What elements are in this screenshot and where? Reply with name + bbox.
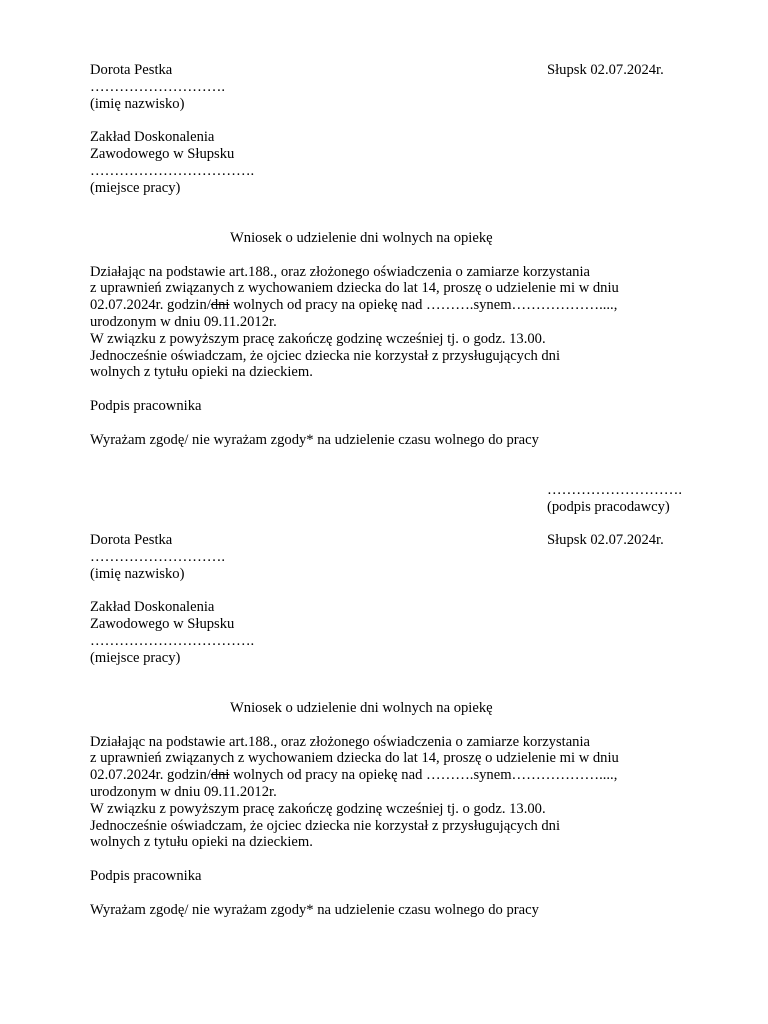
body-line: urodzonym w dniu 09.11.2012r. bbox=[90, 783, 277, 800]
struck-text: dni bbox=[210, 767, 230, 784]
body-text: 02.07.2024r. godzin/ bbox=[90, 297, 211, 314]
leave-request-form-1 bbox=[90, 62, 680, 516]
body-line: urodzonym w dniu 09.11.2012r. bbox=[90, 313, 277, 330]
body-line bbox=[90, 297, 680, 314]
workplace-caption: (miejsce pracy) bbox=[90, 179, 181, 196]
body-line: z uprawnień związanych z wychowaniem dziecka do lat 14, proszę o udzielenie mi w dniu bbox=[90, 750, 619, 767]
body-text: wolnych od pracy na opiekę nad ……….synem………………...., bbox=[229, 297, 618, 314]
employee-signature-label: Podpis pracownika bbox=[90, 397, 202, 414]
workplace-line-2: Zawodowego w Słupsku bbox=[90, 615, 235, 632]
place-and-date: Słupsk 02.07.2024r. bbox=[547, 62, 664, 78]
place-and-date: Słupsk 02.07.2024r. bbox=[547, 532, 664, 548]
name-caption: (imię nazwisko) bbox=[90, 95, 185, 112]
body-line: wolnych z tytułu opieki na dzieckiem. bbox=[90, 834, 313, 851]
workplace-line-1: Zakład Doskonalenia bbox=[90, 129, 215, 146]
document-title: Wniosek o udzielenie dni wolnych na opiekę bbox=[230, 699, 493, 716]
name-dotted-line: ………………………. bbox=[90, 78, 225, 95]
request-body bbox=[90, 734, 680, 852]
leave-request-form-2 bbox=[90, 532, 680, 918]
header-row bbox=[90, 62, 680, 79]
header-row bbox=[90, 532, 680, 549]
body-line: z uprawnień związanych z wychowaniem dziecka do lat 14, proszę o udzielenie mi w dniu bbox=[90, 280, 619, 297]
name-caption: (imię nazwisko) bbox=[90, 565, 185, 582]
body-line: Jednocześnie oświadczam, że ojciec dziecka nie korzystał z przysługujących dni bbox=[90, 347, 561, 364]
body-line: W związku z powyższym pracę zakończę godzinę wcześniej tj. o godz. 13.00. bbox=[90, 800, 546, 817]
employee-name: Dorota Pestka bbox=[90, 62, 173, 78]
document-title: Wniosek o udzielenie dni wolnych na opiekę bbox=[230, 229, 493, 246]
body-line bbox=[90, 767, 680, 784]
workplace-line-1: Zakład Doskonalenia bbox=[90, 599, 215, 616]
workplace-dotted-line: ……………………………. bbox=[90, 162, 255, 179]
body-line: wolnych z tytułu opieki na dzieckiem. bbox=[90, 364, 313, 381]
employee-name: Dorota Pestka bbox=[90, 532, 173, 548]
employer-dotted-line: ………………………. bbox=[547, 481, 682, 498]
struck-text: dni bbox=[210, 297, 230, 314]
name-dotted-line: ………………………. bbox=[90, 548, 225, 565]
consent-statement: Wyrażam zgodę/ nie wyrażam zgody* na udzielenie czasu wolnego do pracy bbox=[90, 901, 539, 918]
body-line: Działając na podstawie art.188., oraz złożonego oświadczenia o zamiarze korzystania bbox=[90, 263, 591, 280]
body-line: Jednocześnie oświadczam, że ojciec dziecka nie korzystał z przysługujących dni bbox=[90, 817, 561, 834]
request-body bbox=[90, 264, 680, 382]
employer-signature-block bbox=[547, 482, 680, 516]
workplace-line-2: Zawodowego w Słupsku bbox=[90, 145, 235, 162]
employee-signature-label: Podpis pracownika bbox=[90, 867, 202, 884]
body-line: W związku z powyższym pracę zakończę godzinę wcześniej tj. o godz. 13.00. bbox=[90, 330, 546, 347]
body-line: Działając na podstawie art.188., oraz złożonego oświadczenia o zamiarze korzystania bbox=[90, 733, 591, 750]
workplace-caption: (miejsce pracy) bbox=[90, 649, 181, 666]
consent-statement: Wyrażam zgodę/ nie wyrażam zgody* na udzielenie czasu wolnego do pracy bbox=[90, 431, 539, 448]
body-text: 02.07.2024r. godzin/ bbox=[90, 767, 211, 784]
employer-signature-caption: (podpis pracodawcy) bbox=[547, 498, 670, 515]
workplace-dotted-line: ……………………………. bbox=[90, 632, 255, 649]
body-text: wolnych od pracy na opiekę nad ……….synem………………...., bbox=[229, 767, 618, 784]
